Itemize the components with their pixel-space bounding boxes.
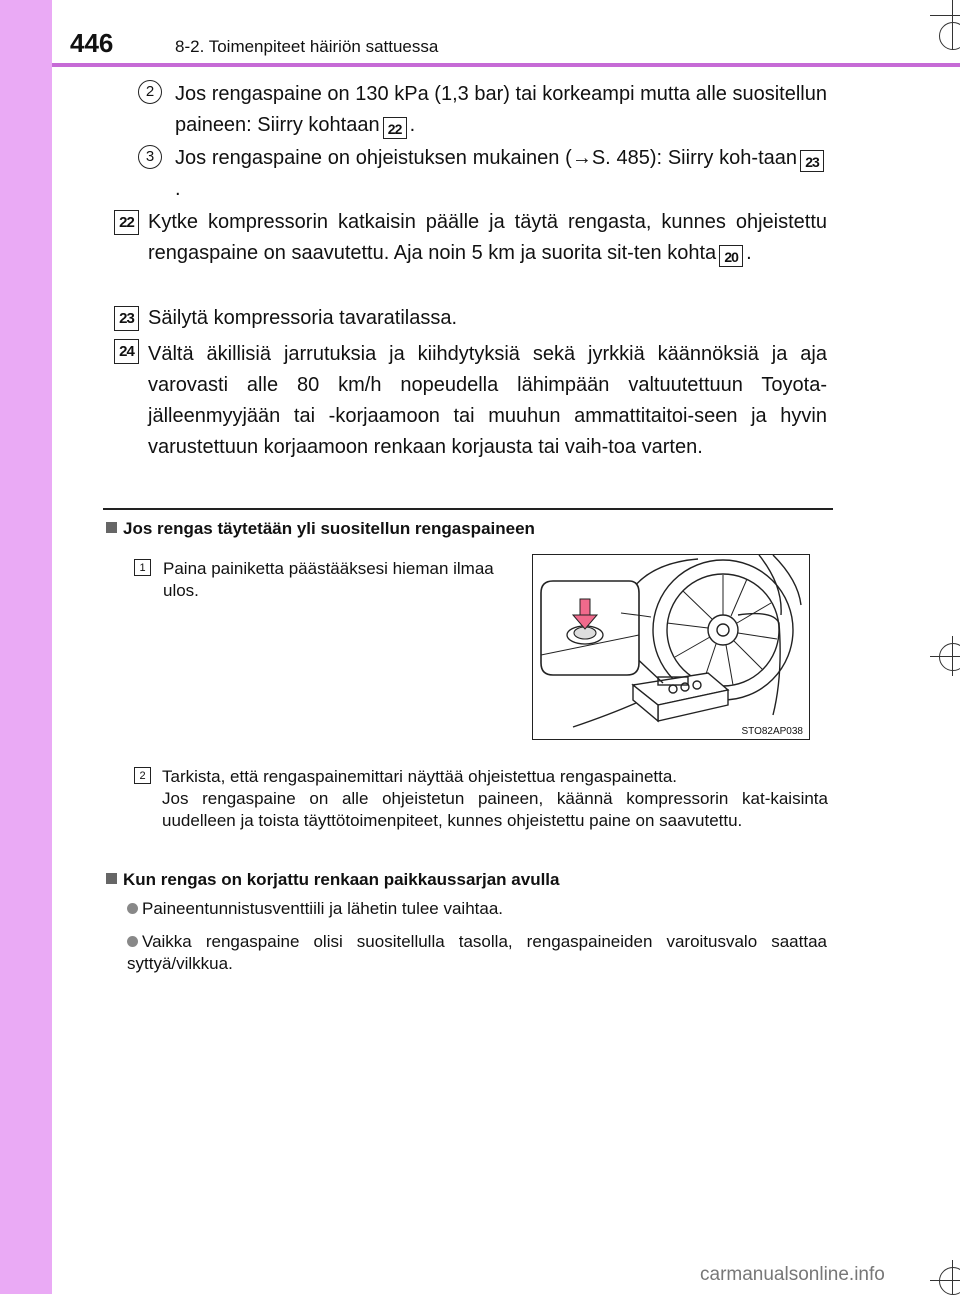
substep-2-text: Jos rengaspaine on 130 kPa (1,3 bar) tai korkeampi mutta alle suositellun paineen: Siirry kohtaan 22 . <box>175 83 827 137</box>
section-heading-repaired-tire: Kun rengas on korjattu renkaan paikkaussarjan avulla <box>106 870 560 890</box>
registration-mark <box>939 1267 960 1295</box>
page-side-tab <box>0 0 52 1294</box>
bullet-dot-icon <box>127 903 138 914</box>
compressor-illustration <box>532 554 810 740</box>
crop-mark <box>952 1260 953 1294</box>
divider <box>103 508 833 510</box>
item-2-first-line: Tarkista, että rengaspainemittari näyttää ohjeistettua rengaspainetta. <box>162 767 678 786</box>
section-title: 8-2. Toimenpiteet häiriön sattuessa <box>175 37 439 56</box>
step-23-text: Säilytä kompressoria tavaratilassa. <box>148 307 458 329</box>
bullet-item: Paineentunnistusventtiili ja lähetin tulee vaihtaa. <box>127 898 827 920</box>
crop-mark <box>930 656 960 657</box>
substep-3-text: Jos rengaspaine on ohjeistuksen mukainen (→S. 485): Siirry koh-taan 23. <box>175 143 827 205</box>
crop-mark <box>930 1280 960 1281</box>
square-bullet-icon <box>106 522 117 533</box>
figure-code: STO82AP038 <box>741 726 803 737</box>
step-reference: 23 <box>800 150 824 172</box>
substep-marker-2: 2 <box>138 80 162 104</box>
step-marker-22: 22 <box>114 210 139 235</box>
bullet-dot-icon <box>127 936 138 947</box>
crop-mark <box>952 22 953 50</box>
bullet-item: Vaikka rengaspaine olisi suositellulla tasolla, rengaspaineiden varoitusvalo saattaa syttyä/vilkkua. <box>127 932 827 973</box>
step-reference: 22 <box>383 117 407 139</box>
square-bullet-icon <box>106 873 117 884</box>
crop-mark <box>952 636 953 676</box>
item-1-text: Paina painiketta päästääksesi hieman ilmaa ulos. <box>163 559 494 600</box>
step-marker-23: 23 <box>114 306 139 331</box>
item-marker-2: 2 <box>134 767 151 784</box>
header-rule <box>52 63 960 67</box>
step-reference: 20 <box>719 245 743 267</box>
page-number: 446 <box>70 28 114 58</box>
item-marker-1: 1 <box>134 559 151 576</box>
step-24-text: Vältä äkillisiä jarrutuksia ja kiihdytyksiä sekä jyrkkiä käännöksiä ja aja varovasti alle 80 km/h nopeudella lähimpään valtuutettuun Toyota-jälleenmyyjään tai -korjaamoon tai muuhun ammattitaitoi-seen ja hyvin varustettuun korjaamoon renkaan korjausta tai vaih-toa varten. <box>148 343 827 458</box>
item-2-text: Jos rengaspaine on alle ohjeistetun paineen, käännä kompressorin kat-kaisinta uudelleen ja toista täyttötoimenpiteet, kunnes ohjeistettu paine on saavutettu. <box>162 789 828 830</box>
tire-compressor-drawing <box>533 555 809 739</box>
crop-mark <box>952 0 953 22</box>
registration-mark <box>939 643 960 671</box>
substep-marker-3: 3 <box>138 145 162 169</box>
registration-mark <box>939 22 960 50</box>
step-marker-24: 24 <box>114 339 139 364</box>
crop-mark <box>930 15 960 16</box>
watermark: carmanualsonline.info <box>700 1264 885 1285</box>
section-heading-overinflation: Jos rengas täytetään yli suositellun rengaspaineen <box>106 519 535 539</box>
step-22-text: Kytke kompressorin katkaisin päälle ja täytä rengasta, kunnes ohjeistettu rengaspaine on saavutettu. Aja noin 5 km ja suorita sit-ten kohta 20 . <box>148 211 827 265</box>
